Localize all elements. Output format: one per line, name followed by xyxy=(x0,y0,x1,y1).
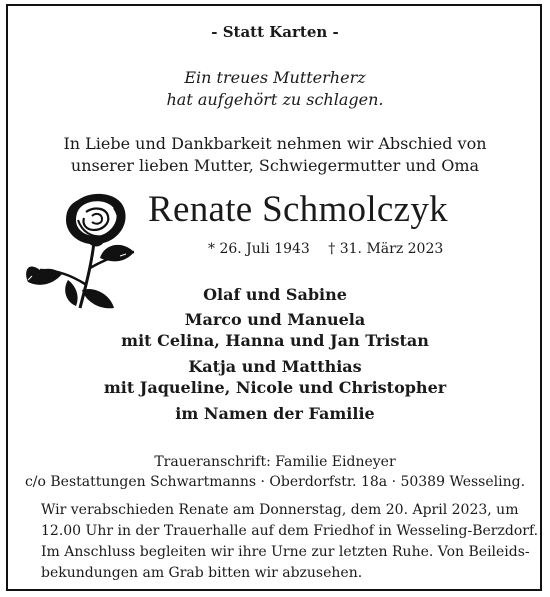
poem-line-1: Ein treues Mutterherz xyxy=(184,68,366,87)
family-line-6: im Namen der Familie xyxy=(175,404,375,423)
death-date: † 31. März 2023 xyxy=(328,241,444,257)
notice-line-4: bekundungen am Grab bitten wir abzusehen. xyxy=(41,565,363,581)
family-line-2: Marco und Manuela xyxy=(184,310,366,329)
statt-karten-heading: - Statt Karten - xyxy=(211,23,339,41)
service-notice xyxy=(41,500,539,584)
address-line-1: Traueranschrift: Familie Eidneyer xyxy=(154,454,396,470)
family-line-4: Katja und Matthias xyxy=(188,357,362,376)
notice-line-1: Wir verabschieden Renate am Donnerstag, dem 20. April 2023, um xyxy=(41,502,519,518)
family-line-1: Olaf und Sabine xyxy=(203,285,347,304)
life-dates xyxy=(208,241,457,257)
family-line-3: mit Celina, Hanna und Jan Tristan xyxy=(121,331,429,350)
notice-line-3: Im Anschluss begleiten wir ihre Urne zur letzten Ruhe. Von Beileids- xyxy=(41,544,530,560)
address-line-2: c/o Bestattungen Schwartmanns · Oberdorfstr. 18a · 50389 Wesseling. xyxy=(24,474,526,490)
intro-line-1: In Liebe und Dankbarkeit nehmen wir Abschied von xyxy=(63,134,487,153)
notice-line-2: 12.00 Uhr in der Trauerhalle auf dem Friedhof in Wesseling-Berzdorf. xyxy=(41,523,539,539)
poem-line-2: hat aufgehört zu schlagen. xyxy=(166,90,384,109)
intro-line-2: unserer lieben Mutter, Schwiegermutter und Oma xyxy=(70,156,480,175)
family-line-5: mit Jaqueline, Nicole und Christopher xyxy=(103,378,447,397)
birth-date: * 26. Juli 1943 xyxy=(208,241,310,257)
deceased-name: Renate Schmolczyk xyxy=(148,189,448,230)
